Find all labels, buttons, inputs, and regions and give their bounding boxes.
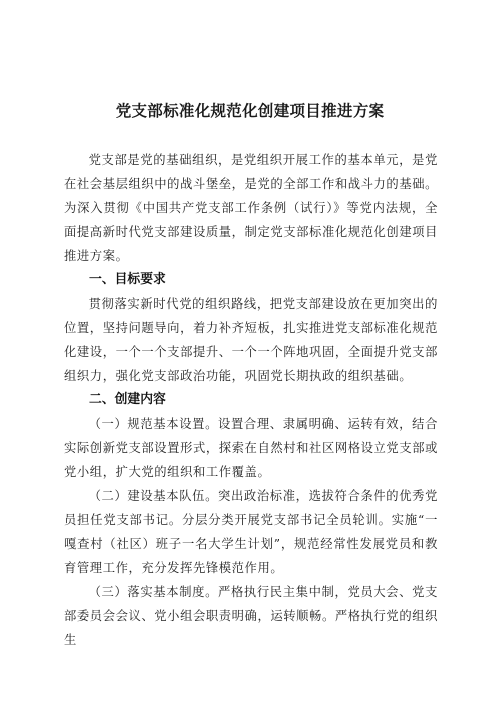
intro-paragraph: 党支部是党的基础组织，是党组织开展工作的基本单元，是党在社会基层组织中的战斗堡垒，是党的全部工作和战斗力的基础。为深入贯彻《中国共产党支部工作条例（试行）》等党内法规，全面提高新时代党支部建设质量，制定党支部标准化规范化创建项目推进方案。 — [64, 153, 439, 263]
content-item-1: （一）规范基本设置。设置合理、隶属明确、运转有效，结合实际创新党支部设置形式，探索在自然村和社区网格设立党支部或党小组，扩大党的组织和工作覆盖。 — [64, 417, 439, 479]
section-heading-content: 二、创建内容 — [89, 392, 166, 407]
section-heading-goals: 一、目标要求 — [89, 272, 166, 287]
goals-paragraph: 贯彻落实新时代党的组织路线，把党支部建设放在更加突出的位置，坚持问题导向，着力补齐短板，扎实推进党支部标准化规范化建设，一个一个支部提升、一个一个阵地巩固，全面提升党支部组织力，强化党支部政治功能，巩固党长期执政的组织基础。 — [64, 297, 439, 383]
content-item-2: （二）建设基本队伍。突出政治标准，选拔符合条件的优秀党员担任党支部书记。分层分类开展党支部书记全员轮训。实施“一嘎查村（社区）班子一名大学生计划”，规范经常性发展党员和教育管理工作，充分发挥先锋模范作用。 — [64, 489, 438, 575]
document-body — [64, 148, 438, 652]
content-item-3: （三）落实基本制度。严格执行民主集中制，党员大会、党支部委员会会议、党小组会职责明确，运转顺畅。严格执行党的组织生 — [64, 585, 439, 647]
document-title: 党支部标准化规范化创建项目推进方案 — [115, 102, 385, 120]
